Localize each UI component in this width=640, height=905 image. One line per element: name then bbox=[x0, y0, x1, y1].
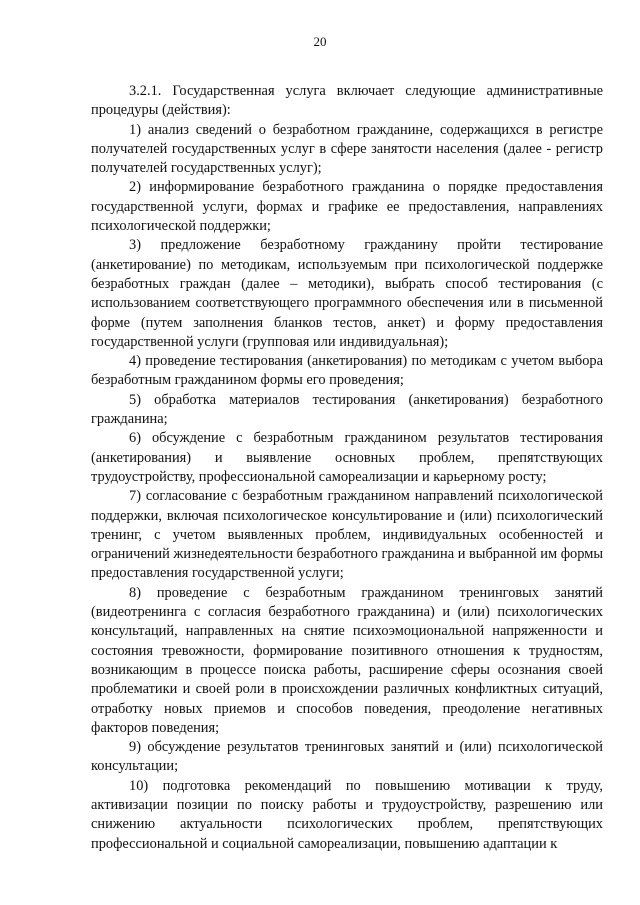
paragraph-section-3-2-1: 3.2.1. Государственная услуга включает следующие административные процедуры (действия): bbox=[91, 83, 603, 119]
paragraph-item-5: 5) обработка материалов тестирования (анкетирования) безработного гражданина; bbox=[91, 391, 603, 428]
paragraph-item-8: 8) проведение с безработным гражданином тренинговых занятий (видеотренинга с согласия безработного гражданина) и (или) психологических консультаций, направленных на снятие психоэмоциональной напряженности и состояния тревожности, формирование позитивного отношения к трудностям, возникающим в процессе поиска работы, расширение сферы осознания своей проблематики и своей роли в происхождении различных конфликтных ситуаций, отработку новых приемов и способов поведения, преодоление негативных факторов поведения; bbox=[91, 584, 603, 736]
paragraph-item-6: 6) обсуждение с безработным гражданином результатов тестирования (анкетирования) и выявление основных проблем, препятствующих трудоустройству, профессиональной самореализации и карьерному росту; bbox=[91, 430, 603, 485]
paragraph-item-9: 9) обсуждение результатов тренинговых занятий и (или) психологической консультации; bbox=[91, 739, 603, 775]
paragraph-item-10: 10) подготовка рекомендаций по повышению мотивации к труду, активизации позиции по поиску работы и трудоустройству, разрешению или снижению актуальности психологических проблем, препятствующих профессиональной и социальной самореализации, повышению адаптации к bbox=[91, 777, 603, 852]
paragraph-item-7: 7) согласование с безработным гражданином направлений психологической поддержки, включая психологическое консультирование и (или) психологический тренинг, с учетом выявленных проблем, индивидуальных особенностей и ограничений жизнедеятельности безработного гражданина и выбранной им формы предоставления государственной услуги; bbox=[91, 488, 603, 582]
paragraph-item-4: 4) проведение тестирования (анкетирования) по методикам с учетом выбора безработным гражданином формы его проведения; bbox=[91, 353, 603, 389]
paragraph-item-3: 3) предложение безработному гражданину пройти тестирование (анкетирование) по методикам, используемым при психологической поддержке безработных граждан (далее – методики), выбрать способ тестирования (с использованием соответствующего программного обеспечения или в письменной форме (путем заполнения бланков тестов, анкет) и форму предоставления государственной услуги (групповая или индивидуальная); bbox=[91, 237, 603, 350]
document-body bbox=[91, 82, 603, 854]
paragraph-item-1: 1) анализ сведений о безработном гражданине, содержащихся в регистре получателей государственных услуг в сфере занятости населения (далее - регистр получателей государственных услуг); bbox=[91, 121, 603, 177]
paragraph-item-2: 2) информирование безработного гражданина о порядке предоставления государственной услуги, формах и графике ее предоставления, направлениях психологической поддержки; bbox=[91, 179, 603, 235]
page-number: 20 bbox=[313, 34, 327, 49]
